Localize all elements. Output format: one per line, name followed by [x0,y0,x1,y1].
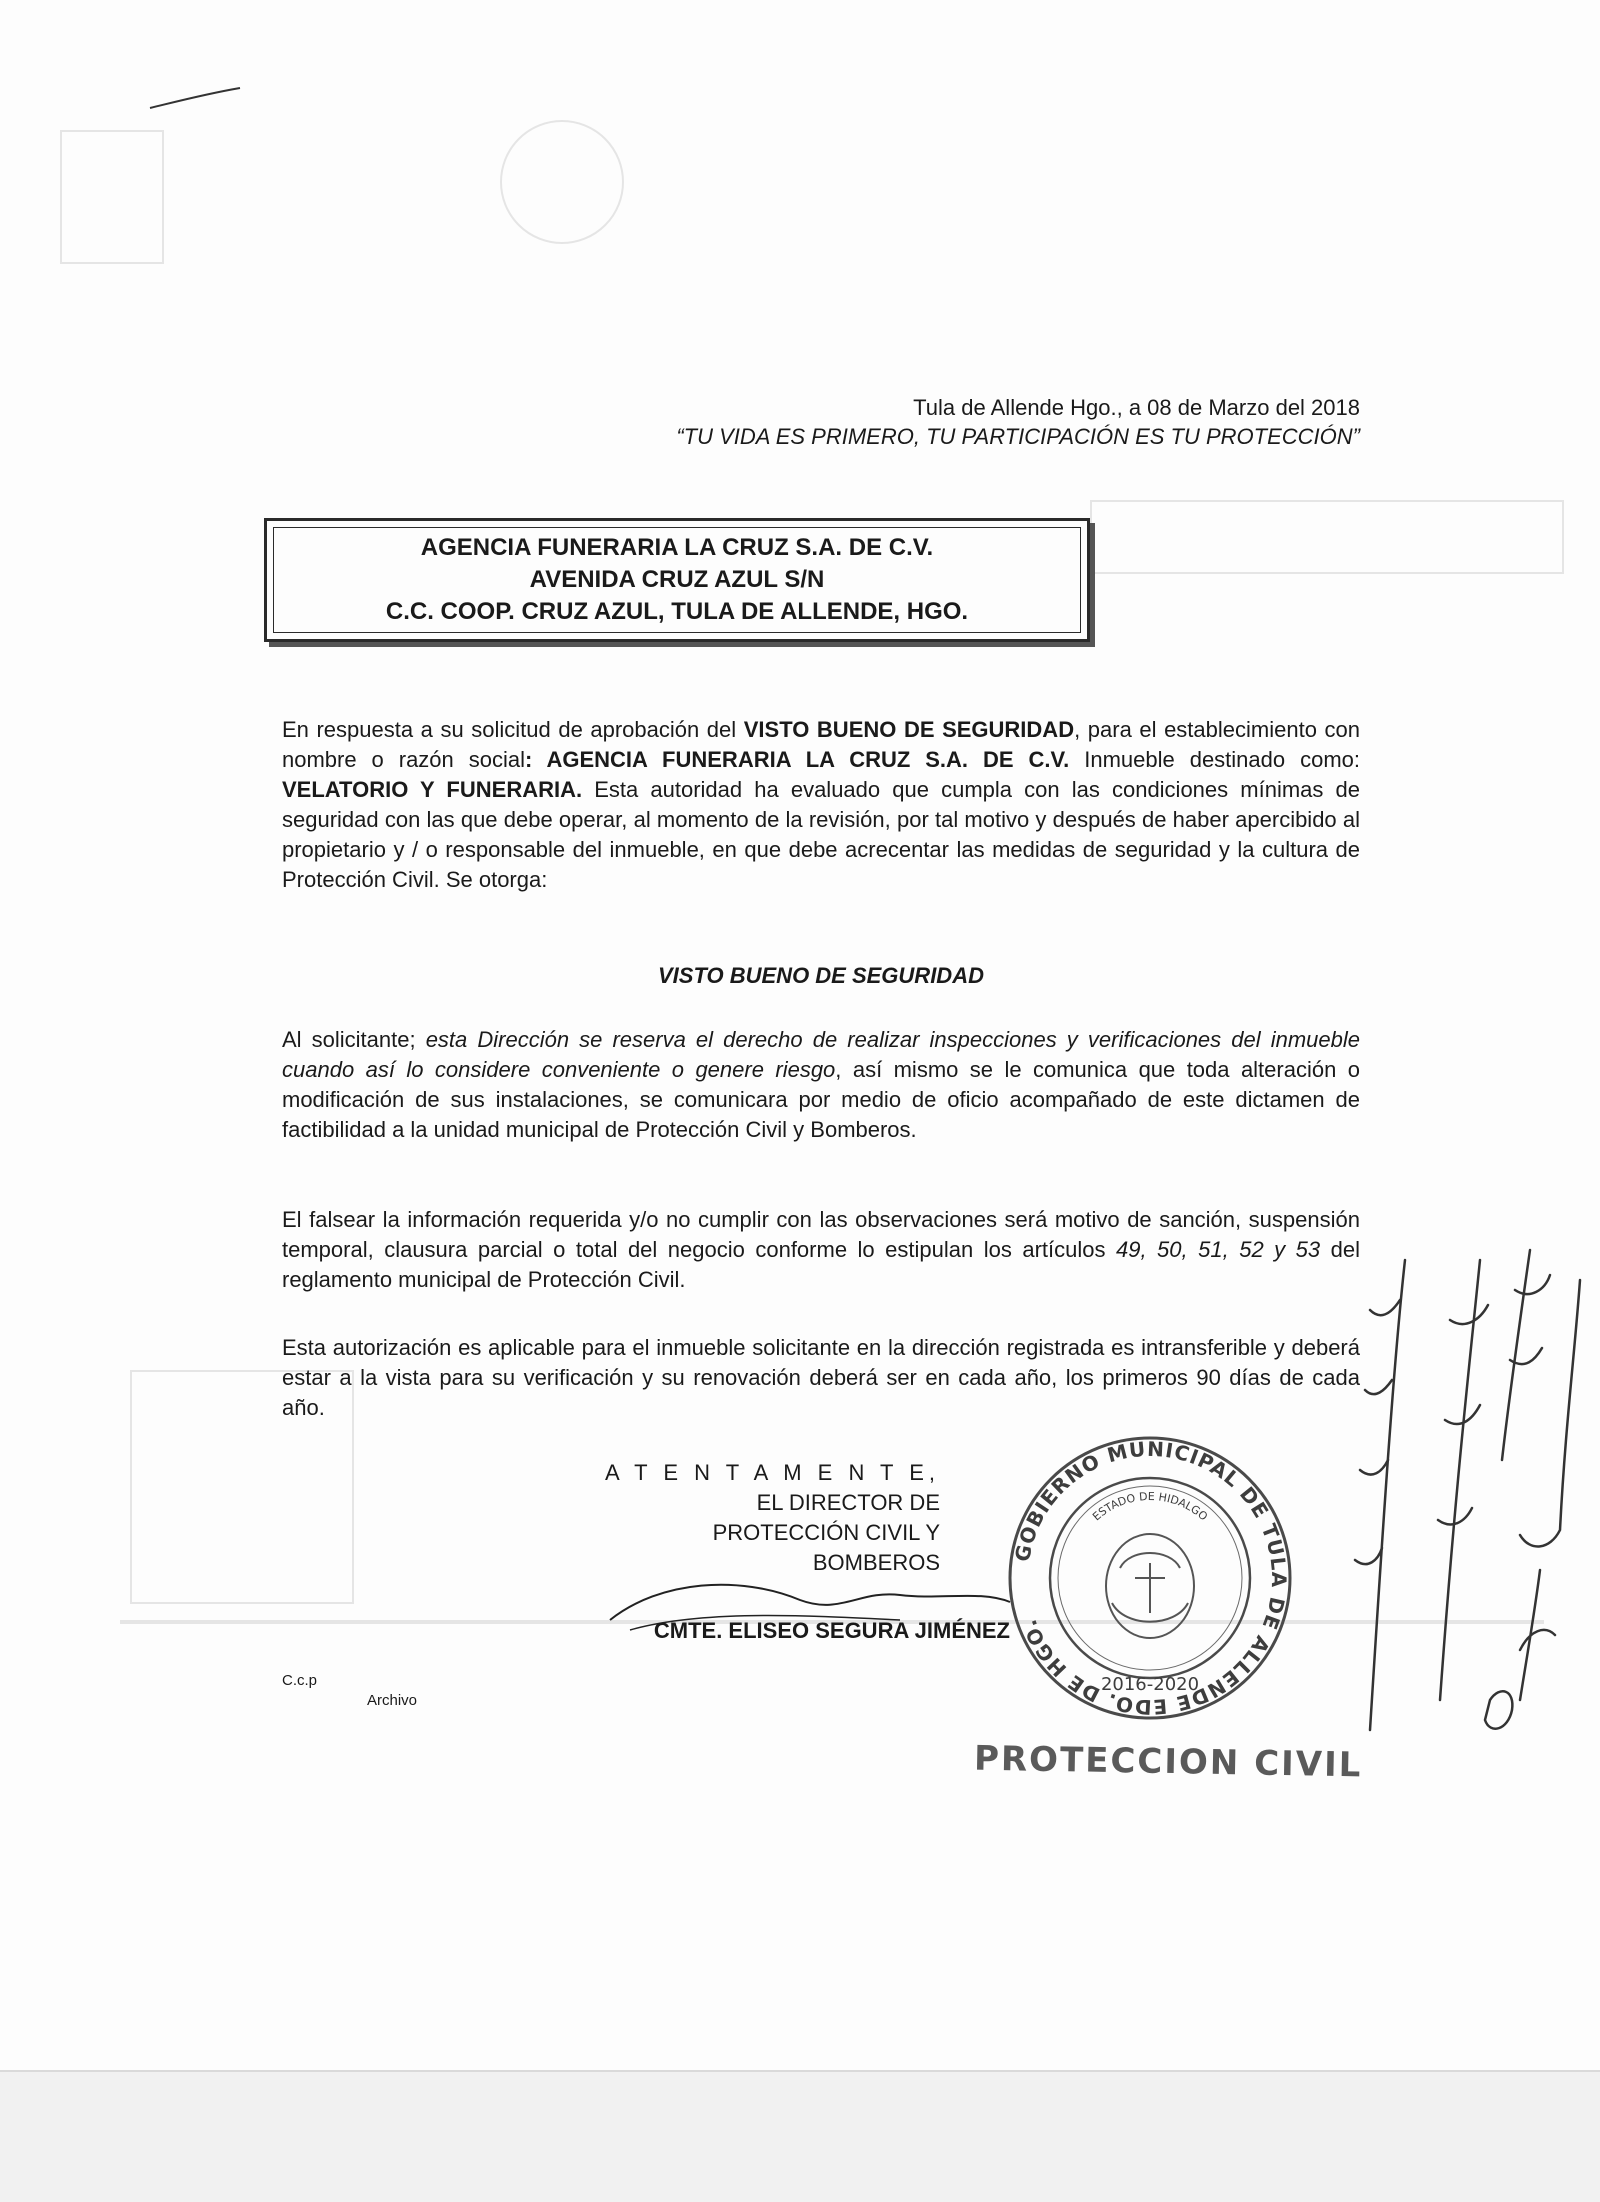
recipient-line-3: C.C. COOP. CRUZ AZUL, TULA DE ALLENDE, HGO. [385,598,969,625]
scan-bottom-band [0,2070,1600,2202]
svg-text:GOBIERNO MUNICIPAL DE TULA DE: GOBIERNO MUNICIPAL DE TULA DE ALLENDE EDO. DE HGO. [1010,1436,1292,1720]
pen-scribble-mark [145,80,245,120]
signature-title-1: EL DIRECTOR DE [756,1490,940,1515]
recipient-line-2: AVENIDA CRUZ AZUL S/N [529,566,825,593]
p1-text-c: , para el establecimiento con nombre o razón social [282,717,1360,772]
p1-text-e: Inmueble destinado como: [1069,747,1360,772]
archivo-label: Archivo [367,1692,418,1709]
p1-text-a: En respuesta a su solicitud de aprobación del [282,717,744,742]
ghost-circle [500,120,624,244]
paragraph-request [282,715,1360,895]
handwritten-receipt-note [1330,1230,1600,1790]
recipient-line-1: AGENCIA FUNERARIA LA CRUZ S.A. DE C.V. [420,534,934,561]
p3-text-c: del reglamento municipal de Protección Civil. [282,1237,1360,1292]
p2-text-c: , así mismo se le comunica que toda alteración o modificación de sus instalaciones, se comunicara por medio de oficio acompañado de este dictamen de factibilidad a la unidad municipal de Protección Civil y Bomberos. [282,1057,1360,1142]
date-line: Tula de Allende Hgo., a 08 de Marzo del 2018 [913,395,1360,420]
paragraph-sanctions [282,1205,1360,1295]
paragraph-inspections [282,1025,1360,1145]
p2-text-a: Al solicitante; [282,1027,426,1052]
p1-text-g: Esta autoridad ha evaluado que cumpla con las condiciones mínimas de seguridad con las que debe operar, al momento de la revisión, por tal motivo y después de haber apercibido al propietario y / o responsable del inmueble, en que debe acrecentar las medidas de seguridad y la cultura de Protección Civil. Se otorga: [282,777,1360,892]
proteccion-civil-stamp-label: PROTECCION CIVIL [973,1738,1363,1786]
ghost-table-box [1090,500,1564,574]
signer-name: CMTE. ELISEO SEGURA JIMÉNEZ [653,1618,1010,1643]
p1-visto-bueno: VISTO BUENO DE SEGURIDAD [743,717,1075,742]
recipient-inner [273,527,1081,633]
signature-title-2: PROTECCIÓN CIVIL Y BOMBEROS [712,1520,940,1575]
p2-reserve-right: esta Dirección se reserva el derecho de realizar inspecciones y verificaciones del inmueble cuando así lo considere conveniente o genere riesgo [282,1027,1360,1082]
p1-use-type: VELATORIO Y FUNERARIA. [282,777,583,802]
svg-text:ESTADO DE HIDALGO: ESTADO DE HIDALGO [1090,1489,1211,1524]
p3-text-a: El falsear la información requerida y/o no cumplir con las observaciones será motivo de sanción, suspensión temporal, clausura parcial o total del negocio conforme lo estipulan los artículos [282,1207,1360,1262]
motto: “TU VIDA ES PRIMERO, TU PARTICIPACIÓN ES TU PROTECCIÓN” [676,424,1360,449]
ghost-logo-box [60,130,164,264]
paragraph-validity: Esta autorización es aplicable para el inmueble solicitante en la dirección registrada es intransferible y deberá estar a la vista para su verificación y su renovación deberá ser en cada año, los primeros 90 días de cada año. [282,1335,1360,1420]
signature-closing: A T E N T A M E N T E, [605,1460,940,1485]
p1-business-name: : AGENCIA FUNERARIA LA CRUZ S.A. DE C.V. [524,747,1070,772]
p3-articles: 49, 50, 51, 52 y 53 [1115,1237,1321,1262]
official-seal-stamp [1000,1428,1300,1728]
recipient-box [264,518,1090,642]
grant-title: VISTO BUENO DE SEGURIDAD [658,963,984,988]
ccp-label: C.c.p [282,1672,318,1689]
svg-text:2016-2020: 2016-2020 [1100,1674,1200,1695]
